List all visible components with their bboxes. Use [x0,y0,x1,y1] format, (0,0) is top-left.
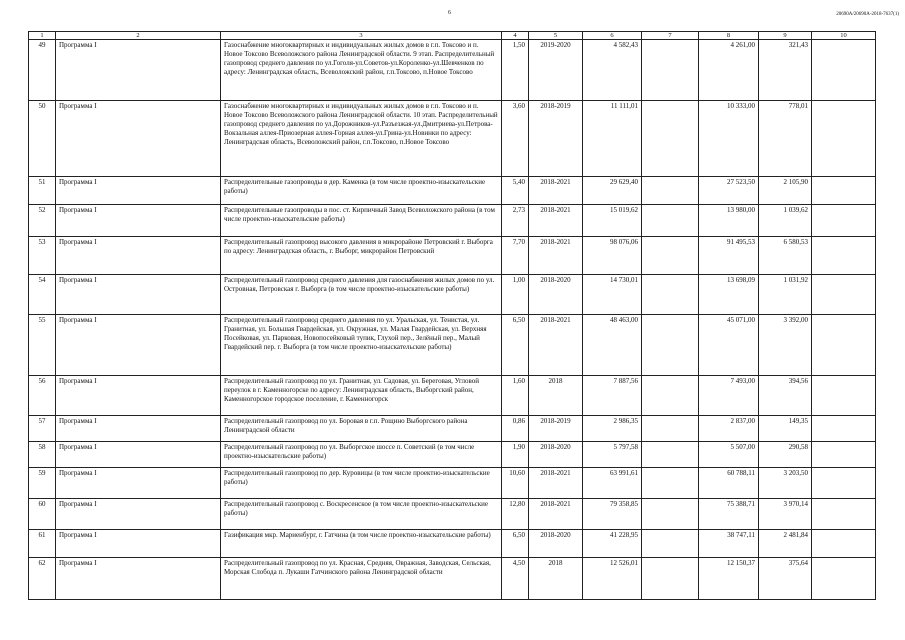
total-cost: 15 019,62 [583,205,642,237]
program-name: Программа I [56,315,221,376]
program-name: Программа I [56,205,221,237]
column-7-value [642,558,699,600]
program-name: Программа I [56,177,221,205]
total-cost: 11 111,01 [583,101,642,177]
implementation-period: 2018-2021 [529,205,583,237]
implementation-period: 2018-2021 [529,499,583,530]
column-8-value: 12 150,37 [699,558,759,600]
column-7-value [642,177,699,205]
program-name: Программа I [56,530,221,558]
length-km: 5,40 [502,177,529,205]
column-header: 9 [759,32,812,40]
total-cost: 12 526,01 [583,558,642,600]
column-9-value: 149,35 [759,416,812,442]
total-cost: 41 228,95 [583,530,642,558]
row-number: 62 [29,558,56,600]
length-km: 1,90 [502,442,529,468]
table-row [29,275,876,315]
column-8-value: 27 523,50 [699,177,759,205]
column-8-value: 60 788,11 [699,468,759,499]
object-description: Распределительный газопровод по ул. Гранитная, ул. Садовая, ул. Береговая, Угловой переулок в г. Каменногорске по адресу: Ленинградская область, Выборгский район, Каменногорское городское поселение, г. Каменногорск [221,376,502,416]
implementation-period: 2018-2019 [529,416,583,442]
column-header: 8 [699,32,759,40]
row-number: 61 [29,530,56,558]
column-10-value [812,530,876,558]
row-number: 51 [29,177,56,205]
column-8-value: 13 980,00 [699,205,759,237]
column-10-value [812,499,876,530]
page-number: 6 [448,10,451,16]
program-name: Программа I [56,376,221,416]
implementation-period: 2018-2020 [529,530,583,558]
table-row [29,442,876,468]
column-7-value [642,101,699,177]
column-9-value: 394,56 [759,376,812,416]
row-number: 60 [29,499,56,530]
object-description: Распределительный газопровод по ул. Красная, Средняя, Овражная, Заводская, Сельская, Морская Слобода п. Лукаши Гатчинского района Ленинградской области [221,558,502,600]
length-km: 1,00 [502,275,529,315]
implementation-period: 2018-2021 [529,237,583,275]
length-km: 10,60 [502,468,529,499]
total-cost: 98 076,06 [583,237,642,275]
column-9-value: 1 039,62 [759,205,812,237]
table-row [29,315,876,376]
table-row [29,40,876,101]
document-code: 20690А/20690А-2018-7637(1) [836,12,899,17]
total-cost: 4 582,43 [583,40,642,101]
implementation-period: 2018-2020 [529,442,583,468]
column-8-value: 10 333,00 [699,101,759,177]
object-description: Распределительные газопроводы в дер. Каменка (в том числе проектно-изыскательские работы) [221,177,502,205]
length-km: 0,86 [502,416,529,442]
object-description: Распределительный газопровод по дер. Куровицы (в том числе проектно-изыскательские работы) [221,468,502,499]
total-cost: 5 797,58 [583,442,642,468]
implementation-period: 2018-2021 [529,315,583,376]
column-header: 10 [812,32,876,40]
row-number: 52 [29,205,56,237]
column-9-value: 778,01 [759,101,812,177]
column-header: 4 [502,32,529,40]
row-number: 57 [29,416,56,442]
table-row [29,177,876,205]
column-7-value [642,40,699,101]
object-description: Распределительный газопровод с. Воскресенское (в том числе проектно-изыскательские работы) [221,499,502,530]
column-7-value [642,442,699,468]
table-row [29,416,876,442]
column-7-value [642,468,699,499]
column-9-value: 2 481,84 [759,530,812,558]
column-8-value: 7 493,00 [699,376,759,416]
column-8-value: 91 495,53 [699,237,759,275]
column-header: 3 [221,32,502,40]
column-10-value [812,177,876,205]
table-row [29,530,876,558]
length-km: 1,60 [502,376,529,416]
column-9-value: 2 105,90 [759,177,812,205]
column-7-value [642,275,699,315]
program-name: Программа I [56,499,221,530]
implementation-period: 2018 [529,376,583,416]
table-row [29,237,876,275]
program-name: Программа I [56,416,221,442]
column-8-value: 5 507,00 [699,442,759,468]
object-description: Газоснабжение многоквартирных и индивидуальных жилых домов в г.п. Токсово и п. Новое Токсово Всеволожского района Ленинградской области. 9 этап. Распределительный газопровод среднего давления по ул.Гоголя-ул.Советов-ул.Короленко-ул.Шевченков по адресу: Ленинградская область, Всеволожский район, г.п.Токсово, п.Новое Токсово [221,40,502,101]
length-km: 4,50 [502,558,529,600]
total-cost: 7 887,56 [583,376,642,416]
table-row [29,376,876,416]
length-km: 12,80 [502,499,529,530]
column-7-value [642,499,699,530]
column-8-value: 38 747,11 [699,530,759,558]
length-km: 6,50 [502,315,529,376]
object-description: Распределительные газопроводы в пос. ст. Кирпичный Завод Всеволожского района (в том числе проектно-изыскательские работы) [221,205,502,237]
column-10-value [812,416,876,442]
total-cost: 29 629,40 [583,177,642,205]
implementation-period: 2019-2020 [529,40,583,101]
object-description: Газоснабжение многоквартирных и индивидуальных жилых домов в г.п. Токсово и п. Новое Токсово Всеволожского района Ленинградской области. 10 этап. Распределительный газопровод среднего давления по ул.Дорожников-ул.Разъезжая-ул.Дмитриева-ул.Петрова-Вокзальная аллея-Приозерная аллея-Горная аллея-ул.Грина-ул.Новинки по адресу: Ленинградская область, Всеволожский район, г.п.Токсово, п.Новое Токсово [221,101,502,177]
column-7-value [642,376,699,416]
column-header: 2 [56,32,221,40]
object-description: Распределительный газопровод среднего давления для газоснабжения жилых домов по ул. Островная, Петровская г. Выборга (в том числе проектно-изыскательские работы) [221,275,502,315]
total-cost: 79 358,85 [583,499,642,530]
column-8-value: 45 071,00 [699,315,759,376]
column-9-value: 1 031,92 [759,275,812,315]
column-7-value [642,205,699,237]
implementation-period: 2018-2021 [529,468,583,499]
length-km: 7,70 [502,237,529,275]
row-number: 50 [29,101,56,177]
column-7-value [642,237,699,275]
row-number: 53 [29,237,56,275]
column-header: 7 [642,32,699,40]
table-row [29,558,876,600]
column-9-value: 375,64 [759,558,812,600]
program-name: Программа I [56,237,221,275]
program-name: Программа I [56,101,221,177]
object-description: Распределительный газопровод среднего давления по ул. Уральская, ул. Тенистая, ул. Гранитная, ул. Большая Гвардейская, ул. Окружная, ул. Малая Гвардейская, ул. Верхняя Посейковая, ул. Парковая, Новопосейковый тупик, Глухой пер., Зелёный пер., Малый Гвардейский пер. г. Выборга (в том числе проектно-изыскательские работы) [221,315,502,376]
column-8-value: 2 837,00 [699,416,759,442]
program-name: Программа I [56,40,221,101]
row-number: 49 [29,40,56,101]
table-row [29,101,876,177]
column-7-value [642,530,699,558]
column-10-value [812,275,876,315]
column-9-value: 321,43 [759,40,812,101]
row-number: 59 [29,468,56,499]
length-km: 2,73 [502,205,529,237]
column-header: 1 [29,32,56,40]
row-number: 58 [29,442,56,468]
column-8-value: 4 261,00 [699,40,759,101]
row-number: 54 [29,275,56,315]
column-10-value [812,40,876,101]
row-number: 56 [29,376,56,416]
column-10-value [812,237,876,275]
table-row [29,499,876,530]
column-10-value [812,205,876,237]
column-9-value: 3 203,50 [759,468,812,499]
column-9-value: 290,58 [759,442,812,468]
column-10-value [812,442,876,468]
length-km: 6,50 [502,530,529,558]
column-7-value [642,416,699,442]
column-8-value: 13 698,09 [699,275,759,315]
column-7-value [642,315,699,376]
column-10-value [812,376,876,416]
length-km: 3,60 [502,101,529,177]
column-header: 6 [583,32,642,40]
program-name: Программа I [56,558,221,600]
program-name: Программа I [56,442,221,468]
program-name: Программа I [56,468,221,499]
column-10-value [812,101,876,177]
table-row [29,205,876,237]
total-cost: 2 986,35 [583,416,642,442]
program-name: Программа I [56,275,221,315]
object-description: Распределительный газопровод по ул. Выборгское шоссе п. Советский (в том числе проектно-изыскательские работы) [221,442,502,468]
implementation-period: 2018-2019 [529,101,583,177]
object-description: Газификация мкр. Мариенбург, г. Гатчина (в том числе проектно-изыскательские работы) [221,530,502,558]
table-row [29,468,876,499]
column-10-value [812,315,876,376]
length-km: 1,50 [502,40,529,101]
implementation-period: 2018-2020 [529,275,583,315]
gas-pipeline-table [28,31,876,600]
total-cost: 14 730,01 [583,275,642,315]
implementation-period: 2018 [529,558,583,600]
column-9-value: 3 392,00 [759,315,812,376]
column-header: 5 [529,32,583,40]
column-8-value: 75 388,71 [699,499,759,530]
column-9-value: 3 970,14 [759,499,812,530]
object-description: Распределительный газопровод высокого давления в микрорайоне Петровский г. Выборга по адресу: Ленинградская область, г. Выборг, микрорайон Петровский [221,237,502,275]
header-row [29,32,876,40]
total-cost: 48 463,00 [583,315,642,376]
column-10-value [812,558,876,600]
implementation-period: 2018-2021 [529,177,583,205]
column-9-value: 6 580,53 [759,237,812,275]
row-number: 55 [29,315,56,376]
column-10-value [812,468,876,499]
object-description: Распределительный газопровод по ул. Боровая в г.п. Рощино Выборгского района Ленинградской области [221,416,502,442]
total-cost: 63 991,61 [583,468,642,499]
